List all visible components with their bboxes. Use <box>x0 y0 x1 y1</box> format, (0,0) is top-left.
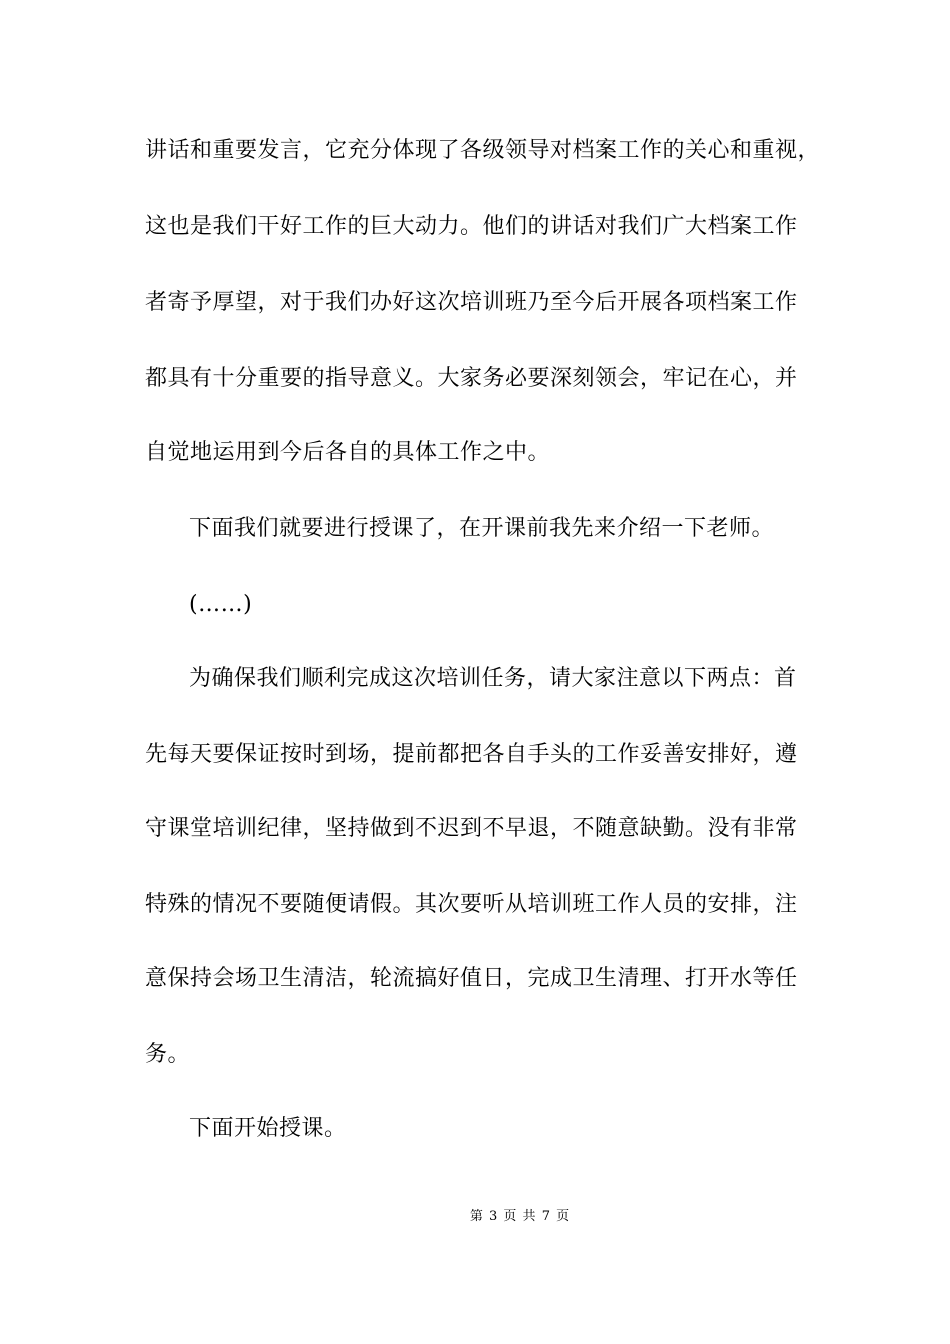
text-line-11: 特殊的情况不要随便请假。其次要听从培训班工作人员的安排，注 <box>145 892 798 917</box>
paragraph-intro-teacher: 下面我们就要进行授课了，在开课前我先来介绍一下老师。 <box>189 516 775 541</box>
text-line-10: 守课堂培训纪律，坚持做到不迟到不早退，不随意缺勤。没有非常 <box>145 816 798 841</box>
text-line-1: 讲话和重要发言，它充分体现了各级领导对档案工作的关心和重视， <box>145 138 821 163</box>
text-line-8: 为确保我们顺利完成这次培训任务，请大家注意以下两点：首 <box>189 666 797 691</box>
text-line-9: 先每天要保证按时到场，提前都把各自手头的工作妥善安排好，遵 <box>145 742 798 767</box>
text-line-2: 这也是我们干好工作的巨大动力。他们的讲话对我们广大档案工作 <box>145 214 798 239</box>
text-line-12: 意保持会场卫生清洁，轮流搞好值日，完成卫生清理、打开水等任 <box>145 966 798 991</box>
text-line-5: 自觉地运用到今后各自的具体工作之中。 <box>145 440 551 465</box>
text-line-13: 务。 <box>145 1042 191 1067</box>
paragraph-start-class: 下面开始授课。 <box>189 1116 347 1141</box>
paragraph-ellipsis: (……) <box>189 592 253 617</box>
page-number-footer: 第 3 页 共 7 页 <box>469 1209 571 1224</box>
text-line-3: 者寄予厚望，对于我们办好这次培训班乃至今后开展各项档案工作 <box>145 290 798 315</box>
text-line-4: 都具有十分重要的指导意义。大家务必要深刻领会，牢记在心，并 <box>145 366 798 391</box>
